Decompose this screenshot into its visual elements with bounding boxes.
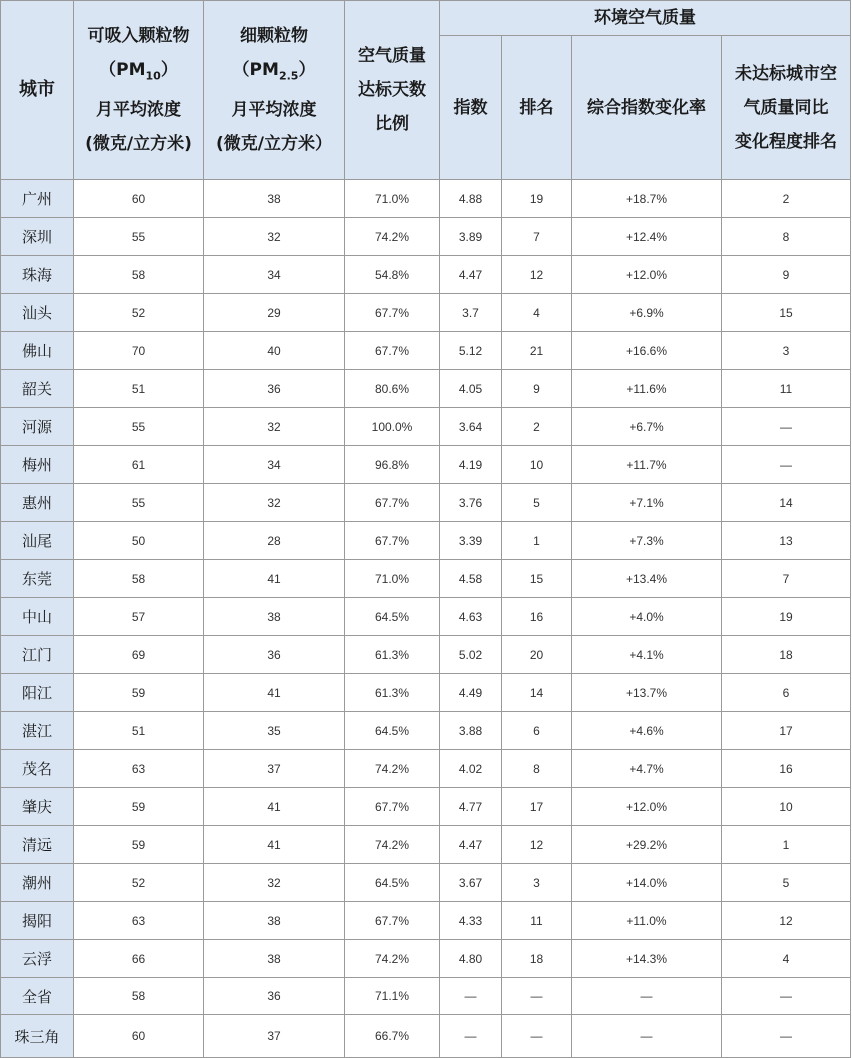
table-row <box>1 902 851 940</box>
cell-rank: 10 <box>502 446 572 484</box>
cell-city: 珠海 <box>1 256 74 294</box>
cell-pm25: 37 <box>204 750 345 788</box>
header-pm25-line2 <box>204 53 344 93</box>
cell-pm25: 34 <box>204 256 345 294</box>
cell-yoy: 2 <box>722 180 851 218</box>
cell-ratio: 66.7% <box>345 1015 440 1058</box>
header-pm25-pm-open: （PM <box>232 59 279 80</box>
header-pm10-line3: 月平均浓度 <box>96 100 181 121</box>
cell-yoy: 18 <box>722 636 851 674</box>
cell-ratio: 64.5% <box>345 864 440 902</box>
cell-ratio: 61.3% <box>345 636 440 674</box>
cell-ratio: 74.2% <box>345 940 440 978</box>
header-yoy-line2: 气质量同比 <box>743 97 829 118</box>
cell-rank: 1 <box>502 522 572 560</box>
cell-ratio: 64.5% <box>345 598 440 636</box>
table-row <box>1 674 851 712</box>
cell-pm10: 58 <box>74 978 204 1015</box>
cell-yoy: — <box>722 1015 851 1058</box>
cell-index: 4.58 <box>440 560 502 598</box>
cell-change: — <box>572 978 722 1015</box>
cell-pm25: 36 <box>204 978 345 1015</box>
cell-pm25: 29 <box>204 294 345 332</box>
cell-yoy: 6 <box>722 674 851 712</box>
header-city: 城市 <box>1 1 74 180</box>
cell-change: +4.7% <box>572 750 722 788</box>
cell-pm25: 40 <box>204 332 345 370</box>
cell-pm25: 36 <box>204 636 345 674</box>
cell-ratio: 100.0% <box>345 408 440 446</box>
cell-yoy: 14 <box>722 484 851 522</box>
cell-change: +7.3% <box>572 522 722 560</box>
cell-yoy: 17 <box>722 712 851 750</box>
cell-city: 汕尾 <box>1 522 74 560</box>
cell-city: 中山 <box>1 598 74 636</box>
cell-yoy: 16 <box>722 750 851 788</box>
header-pm10-pm-open: （PM <box>99 59 146 80</box>
cell-change: +11.7% <box>572 446 722 484</box>
header-yoy-line1: 未达标城市空 <box>735 63 837 84</box>
cell-pm10: 51 <box>74 712 204 750</box>
cell-index: 3.76 <box>440 484 502 522</box>
table-row <box>1 408 851 446</box>
cell-index: 3.39 <box>440 522 502 560</box>
cell-index: 4.49 <box>440 674 502 712</box>
cell-pm25: 41 <box>204 788 345 826</box>
cell-pm10: 59 <box>74 826 204 864</box>
cell-ratio: 74.2% <box>345 826 440 864</box>
cell-ratio: 67.7% <box>345 332 440 370</box>
cell-index: 3.64 <box>440 408 502 446</box>
cell-yoy: 12 <box>722 902 851 940</box>
cell-index: 4.47 <box>440 256 502 294</box>
cell-yoy: 19 <box>722 598 851 636</box>
header-pm25-subscript: 2.5 <box>278 69 299 83</box>
cell-index: 4.02 <box>440 750 502 788</box>
cell-yoy: — <box>722 408 851 446</box>
cell-change: +16.6% <box>572 332 722 370</box>
cell-yoy: 3 <box>722 332 851 370</box>
header-pm10-line1: 可吸入颗粒物 <box>87 25 190 46</box>
cell-ratio: 67.7% <box>345 902 440 940</box>
cell-pm25: 28 <box>204 522 345 560</box>
cell-pm25: 41 <box>204 674 345 712</box>
table-row <box>1 864 851 902</box>
header-pm25-line1: 细颗粒物 <box>240 25 308 46</box>
cell-index: 4.33 <box>440 902 502 940</box>
cell-yoy: — <box>722 446 851 484</box>
cell-rank: 8 <box>502 750 572 788</box>
table-row <box>1 712 851 750</box>
table-row <box>1 978 851 1015</box>
table-row <box>1 636 851 674</box>
cell-ratio: 96.8% <box>345 446 440 484</box>
header-pm25-line4: (微克/立方米） <box>216 134 332 155</box>
header-rank: 排名 <box>502 36 572 180</box>
cell-pm25: 32 <box>204 218 345 256</box>
header-yoy-line3: 变化程度排名 <box>735 131 837 152</box>
cell-pm10: 60 <box>74 1015 204 1058</box>
header-pm10 <box>74 1 204 180</box>
cell-city: 全省 <box>1 978 74 1015</box>
cell-index: 3.88 <box>440 712 502 750</box>
cell-pm10: 52 <box>74 294 204 332</box>
cell-rank: 12 <box>502 826 572 864</box>
cell-pm10: 69 <box>74 636 204 674</box>
cell-yoy: 11 <box>722 370 851 408</box>
cell-pm25: 32 <box>204 484 345 522</box>
cell-rank: 14 <box>502 674 572 712</box>
cell-rank: 15 <box>502 560 572 598</box>
cell-city: 东莞 <box>1 560 74 598</box>
cell-rank: 9 <box>502 370 572 408</box>
cell-ratio: 71.0% <box>345 560 440 598</box>
cell-index: — <box>440 1015 502 1058</box>
table-row <box>1 294 851 332</box>
cell-pm10: 55 <box>74 408 204 446</box>
cell-pm25: 37 <box>204 1015 345 1058</box>
cell-pm10: 58 <box>74 560 204 598</box>
table-row <box>1 218 851 256</box>
cell-change: +4.6% <box>572 712 722 750</box>
header-ratio-line1: 空气质量 <box>358 46 426 66</box>
table-row <box>1 560 851 598</box>
cell-ratio: 67.7% <box>345 788 440 826</box>
table-row <box>1 484 851 522</box>
table-body <box>1 180 851 1058</box>
table-row <box>1 446 851 484</box>
cell-pm25: 41 <box>204 826 345 864</box>
cell-city: 肇庆 <box>1 788 74 826</box>
cell-index: 3.67 <box>440 864 502 902</box>
cell-ratio: 64.5% <box>345 712 440 750</box>
cell-city: 揭阳 <box>1 902 74 940</box>
cell-ratio: 61.3% <box>345 674 440 712</box>
cell-pm25: 32 <box>204 864 345 902</box>
cell-rank: — <box>502 1015 572 1058</box>
cell-ratio: 71.0% <box>345 180 440 218</box>
header-pm10-pm-close: ） <box>160 59 178 80</box>
cell-change: +7.1% <box>572 484 722 522</box>
cell-city: 深圳 <box>1 218 74 256</box>
cell-yoy: 9 <box>722 256 851 294</box>
cell-yoy: 5 <box>722 864 851 902</box>
table-row <box>1 332 851 370</box>
cell-rank: 20 <box>502 636 572 674</box>
table-header <box>1 1 851 180</box>
cell-pm10: 63 <box>74 750 204 788</box>
cell-rank: 2 <box>502 408 572 446</box>
cell-pm25: 38 <box>204 180 345 218</box>
cell-ratio: 71.1% <box>345 978 440 1015</box>
cell-pm25: 34 <box>204 446 345 484</box>
cell-rank: 12 <box>502 256 572 294</box>
cell-pm10: 60 <box>74 180 204 218</box>
cell-pm25: 38 <box>204 598 345 636</box>
cell-rank: 4 <box>502 294 572 332</box>
header-pm25-pm-close: ） <box>298 59 316 80</box>
cell-index: 3.89 <box>440 218 502 256</box>
header-ratio <box>345 1 440 180</box>
cell-rank: 7 <box>502 218 572 256</box>
cell-city: 韶关 <box>1 370 74 408</box>
cell-index: 3.7 <box>440 294 502 332</box>
cell-rank: 18 <box>502 940 572 978</box>
header-pm25-line3: 月平均浓度 <box>231 100 317 121</box>
cell-city: 湛江 <box>1 712 74 750</box>
header-pm10-line4: (微克/立方米) <box>85 134 192 155</box>
cell-pm25: 38 <box>204 940 345 978</box>
cell-ratio: 67.7% <box>345 522 440 560</box>
cell-index: — <box>440 978 502 1015</box>
cell-city: 阳江 <box>1 674 74 712</box>
cell-pm10: 50 <box>74 522 204 560</box>
cell-pm10: 58 <box>74 256 204 294</box>
cell-change: +14.3% <box>572 940 722 978</box>
cell-change: +29.2% <box>572 826 722 864</box>
cell-change: +12.0% <box>572 256 722 294</box>
cell-pm10: 59 <box>74 674 204 712</box>
cell-pm25: 38 <box>204 902 345 940</box>
header-change-rate: 综合指数变化率 <box>572 36 722 180</box>
cell-city: 佛山 <box>1 332 74 370</box>
header-ratio-line3: 比例 <box>375 114 409 134</box>
cell-ratio: 74.2% <box>345 750 440 788</box>
table-row <box>1 180 851 218</box>
cell-index: 4.19 <box>440 446 502 484</box>
table-row <box>1 370 851 408</box>
cell-change: — <box>572 1015 722 1058</box>
cell-change: +6.9% <box>572 294 722 332</box>
cell-yoy: 13 <box>722 522 851 560</box>
cell-pm25: 35 <box>204 712 345 750</box>
cell-yoy: 1 <box>722 826 851 864</box>
cell-change: +12.0% <box>572 788 722 826</box>
cell-change: +11.6% <box>572 370 722 408</box>
cell-index: 5.12 <box>440 332 502 370</box>
cell-pm10: 57 <box>74 598 204 636</box>
cell-yoy: 8 <box>722 218 851 256</box>
cell-pm10: 52 <box>74 864 204 902</box>
table-row <box>1 1015 851 1058</box>
cell-pm10: 66 <box>74 940 204 978</box>
cell-change: +13.7% <box>572 674 722 712</box>
cell-city: 江门 <box>1 636 74 674</box>
cell-ratio: 74.2% <box>345 218 440 256</box>
cell-index: 5.02 <box>440 636 502 674</box>
cell-pm25: 32 <box>204 408 345 446</box>
cell-change: +13.4% <box>572 560 722 598</box>
cell-change: +18.7% <box>572 180 722 218</box>
header-yoy-rank <box>722 36 851 180</box>
cell-pm10: 59 <box>74 788 204 826</box>
header-index: 指数 <box>440 36 502 180</box>
cell-index: 4.05 <box>440 370 502 408</box>
table-row <box>1 940 851 978</box>
cell-index: 4.88 <box>440 180 502 218</box>
cell-rank: 6 <box>502 712 572 750</box>
cell-ratio: 67.7% <box>345 294 440 332</box>
cell-yoy: 4 <box>722 940 851 978</box>
cell-change: +12.4% <box>572 218 722 256</box>
header-ratio-line2: 达标天数 <box>358 80 426 100</box>
cell-city: 清远 <box>1 826 74 864</box>
table-row <box>1 826 851 864</box>
cell-pm25: 41 <box>204 560 345 598</box>
cell-change: +14.0% <box>572 864 722 902</box>
cell-index: 4.77 <box>440 788 502 826</box>
cell-index: 4.47 <box>440 826 502 864</box>
cell-rank: 11 <box>502 902 572 940</box>
cell-change: +4.1% <box>572 636 722 674</box>
cell-yoy: 10 <box>722 788 851 826</box>
cell-city: 汕头 <box>1 294 74 332</box>
header-env-group: 环境空气质量 <box>440 1 851 36</box>
header-pm10-subscript: 10 <box>145 69 161 83</box>
cell-yoy: 15 <box>722 294 851 332</box>
table-row <box>1 750 851 788</box>
cell-ratio: 80.6% <box>345 370 440 408</box>
cell-yoy: 7 <box>722 560 851 598</box>
cell-pm10: 61 <box>74 446 204 484</box>
cell-rank: — <box>502 978 572 1015</box>
cell-index: 4.63 <box>440 598 502 636</box>
cell-pm10: 70 <box>74 332 204 370</box>
cell-pm25: 36 <box>204 370 345 408</box>
cell-city: 梅州 <box>1 446 74 484</box>
cell-rank: 3 <box>502 864 572 902</box>
cell-yoy: — <box>722 978 851 1015</box>
cell-city: 惠州 <box>1 484 74 522</box>
cell-ratio: 54.8% <box>345 256 440 294</box>
cell-city: 茂名 <box>1 750 74 788</box>
cell-rank: 17 <box>502 788 572 826</box>
cell-city: 云浮 <box>1 940 74 978</box>
table-row <box>1 256 851 294</box>
cell-pm10: 55 <box>74 484 204 522</box>
cell-city: 河源 <box>1 408 74 446</box>
cell-ratio: 67.7% <box>345 484 440 522</box>
table-row <box>1 598 851 636</box>
cell-city: 珠三角 <box>1 1015 74 1058</box>
cell-rank: 16 <box>502 598 572 636</box>
cell-city: 潮州 <box>1 864 74 902</box>
cell-city: 广州 <box>1 180 74 218</box>
cell-rank: 21 <box>502 332 572 370</box>
cell-pm10: 51 <box>74 370 204 408</box>
cell-index: 4.80 <box>440 940 502 978</box>
cell-change: +6.7% <box>572 408 722 446</box>
header-pm25 <box>204 1 345 180</box>
cell-rank: 5 <box>502 484 572 522</box>
cell-pm10: 63 <box>74 902 204 940</box>
cell-rank: 19 <box>502 180 572 218</box>
table-row <box>1 522 851 560</box>
cell-change: +4.0% <box>572 598 722 636</box>
header-pm10-line2 <box>74 53 203 93</box>
table-row <box>1 788 851 826</box>
cell-change: +11.0% <box>572 902 722 940</box>
cell-pm10: 55 <box>74 218 204 256</box>
